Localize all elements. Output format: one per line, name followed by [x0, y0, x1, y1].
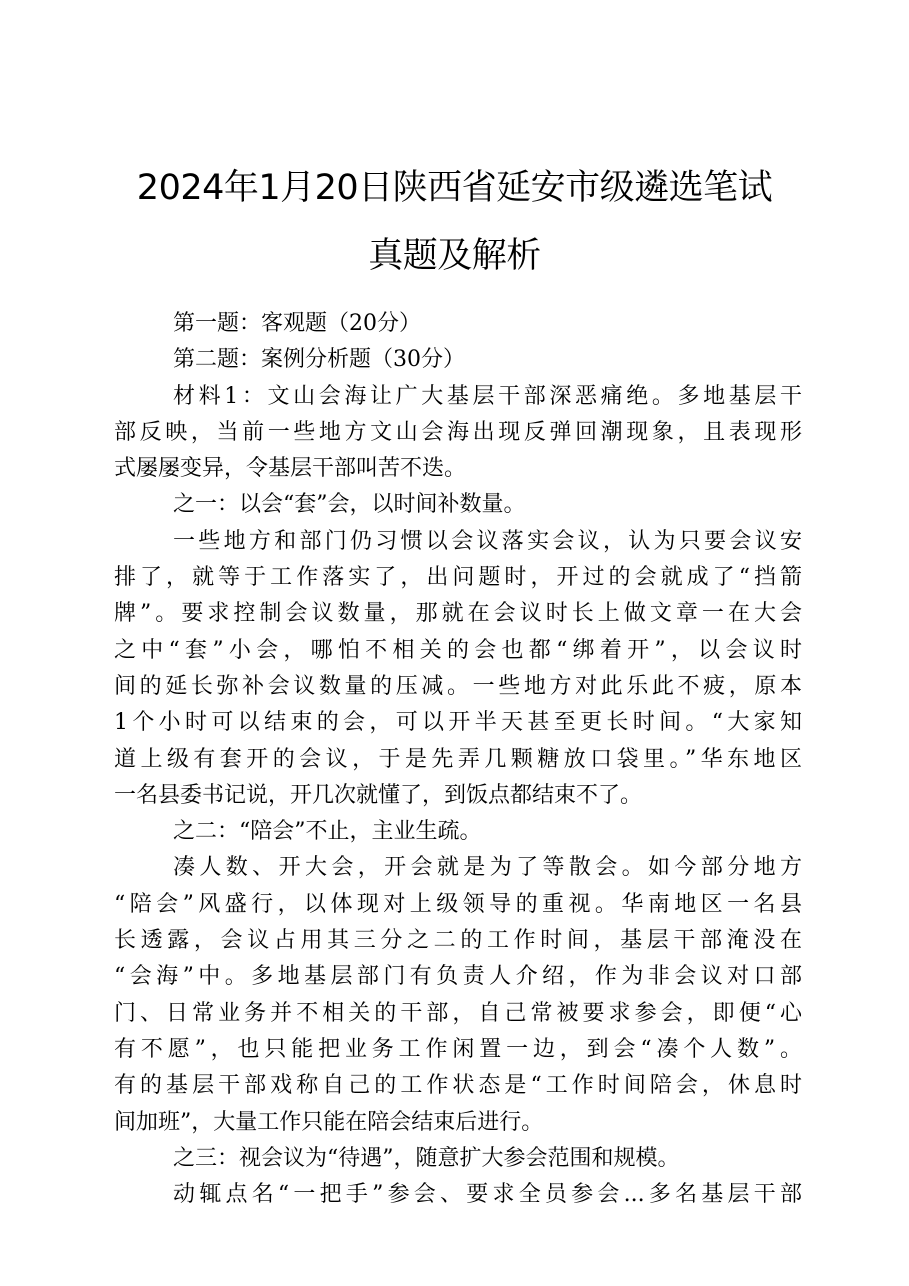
paragraph-line: 间的延长弥补会议数量的压减。一些地方对此乐此不疲，原本	[114, 673, 802, 699]
paragraph-line: 道上级有套开的会议，于是先弄几颗糖放口袋里。”华东地区	[114, 746, 802, 772]
paragraph-line: 一名县委书记说，开几次就懂了，到饭点都结束不了。	[114, 782, 643, 808]
paragraph-line: “会海”中。多地基层部门有负责人介绍，作为非会议对口部	[114, 964, 802, 990]
paragraph-line: 动辄点名“一把手”参会、要求全员参会...多名基层干部	[173, 1182, 802, 1208]
paragraph-line: 第一题：客观题（20分）	[173, 311, 421, 336]
paragraph-line: 式屡屡变异，令基层干部叫苦不迭。	[114, 456, 467, 482]
paragraph-line: 之二：“陪会”不止，主业生疏。	[173, 819, 482, 845]
paragraph-line: 之三：视会议为“待遇”，随意扩大参会范围和规模。	[173, 1145, 680, 1171]
paragraph-line: 凑人数、开大会，开会就是为了等散会。如今部分地方	[173, 855, 802, 881]
paragraph-line: 第二题：案例分析题（30分）	[173, 347, 465, 373]
paragraph-line: 一些地方和部门仍习惯以会议落实会议，认为只要会议安	[173, 528, 802, 554]
paragraph-line: 部反映，当前一些地方文山会海出现反弹回潮现象，且表现形	[114, 419, 802, 445]
paragraph-line: 门、日常业务并不相关的干部，自己常被要求参会，即便“心	[114, 1000, 802, 1026]
document-title-line-2: 真题及解析	[368, 236, 541, 276]
paragraph-line: 间加班”，大量工作只能在陪会结束后进行。	[114, 1109, 544, 1135]
paragraph-line: 有的基层干部戏称自己的工作状态是“工作时间陪会，休息时	[114, 1073, 802, 1099]
document-title-line-1: 2024年1月20日陕西省延安市级遴选笔试	[136, 168, 773, 208]
paragraph-line: 有不愿”，也只能把业务工作闲置一边，到会“凑个人数”。	[114, 1036, 802, 1062]
paragraph-line: 排了，就等于工作落实了，出问题时，开过的会就成了“挡箭	[114, 565, 802, 591]
paragraph-line: 之一：以会“套”会，以时间补数量。	[173, 492, 526, 518]
paragraph-line: 之中“套”小会，哪怕不相关的会也都“绑着开”，以会议时	[114, 637, 802, 663]
paragraph-line: “陪会”风盛行，以体现对上级领导的重视。华南地区一名县	[114, 891, 802, 917]
paragraph-line: 1个小时可以结束的会，可以开半天甚至更长时间。“大家知	[114, 710, 802, 736]
paragraph-line: 长透露，会议占用其三分之二的工作时间，基层干部淹没在	[114, 928, 802, 954]
paragraph-line: 牌”。要求控制会议数量，那就在会议时长上做文章一在大会	[114, 601, 802, 627]
paragraph-line: 材料1：文山会海让广大基层干部深恶痛绝。多地基层干	[173, 383, 802, 409]
document-body	[114, 306, 802, 1213]
